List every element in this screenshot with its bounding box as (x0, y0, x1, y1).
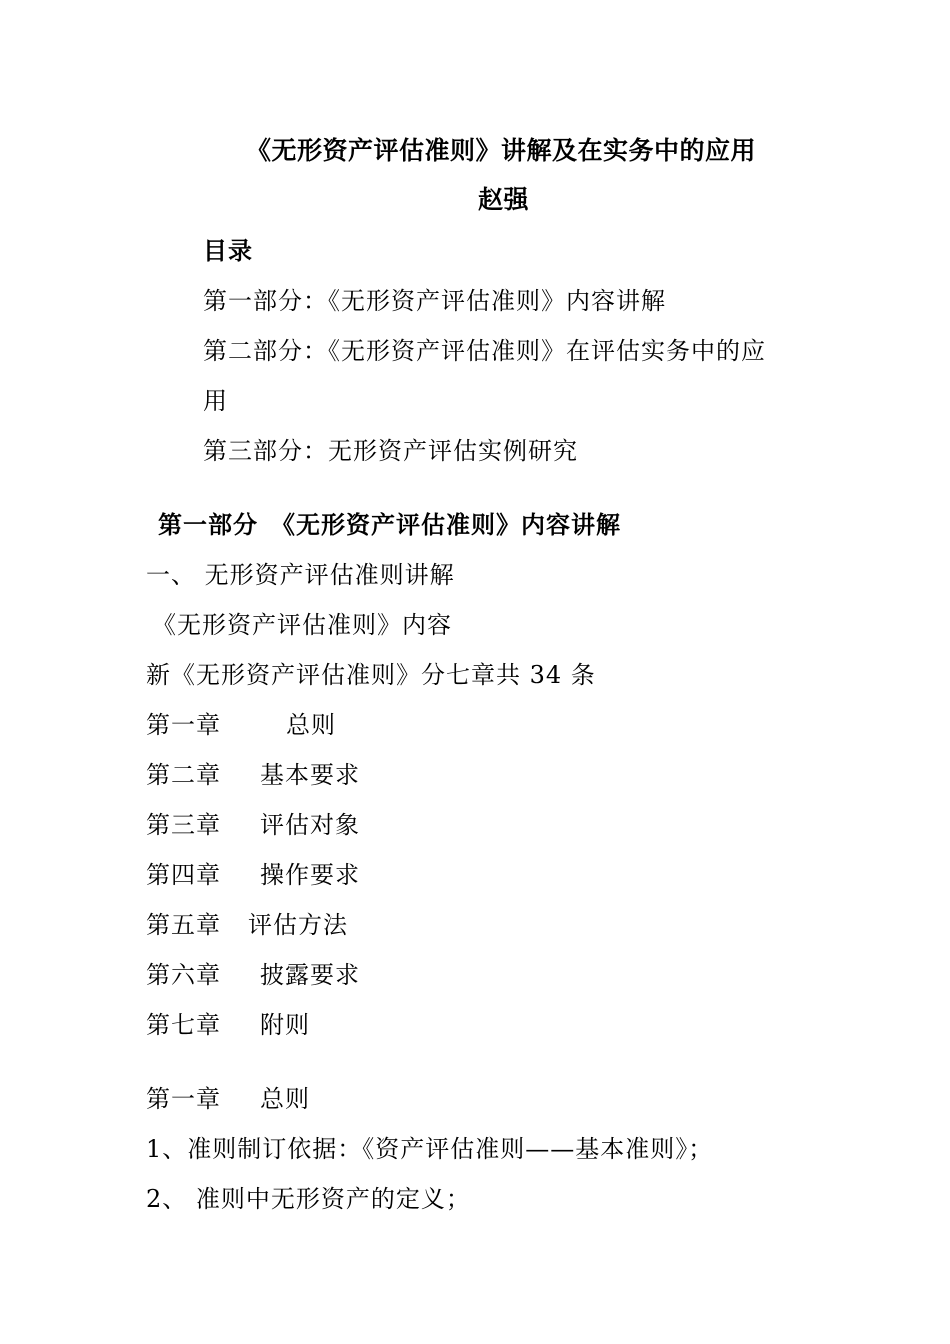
chapter-name: 披露要求 (260, 961, 360, 989)
chapter-number: 第七章 (146, 1011, 221, 1039)
document-title: 《无形资产评估准则》讲解及在实务中的应用 (246, 136, 757, 165)
chapter-number: 第一章 (146, 1085, 221, 1113)
chapter-list-item (146, 960, 360, 990)
chapter-name: 附则 (260, 1011, 310, 1039)
chapter-name: 操作要求 (260, 861, 360, 889)
chapter-number: 第三章 (146, 811, 221, 839)
section-1-heading: 一、 无形资产评估准则讲解 (146, 561, 455, 589)
chapter-list-item (146, 1010, 310, 1040)
chapter-name: 总则 (260, 1085, 310, 1113)
toc-item-2-continued: 用 (203, 387, 228, 415)
chapter-1-heading (146, 1084, 310, 1114)
subsection-heading: 《无形资产评估准则》内容 (152, 611, 452, 639)
chapter-name: 基本要求 (260, 761, 360, 789)
chapter-list-item (146, 810, 360, 840)
chapter-number: 第四章 (146, 861, 221, 889)
chapter-number: 第五章 (146, 911, 221, 939)
chapter-number: 第六章 (146, 961, 221, 989)
chapter-number: 第一章 (146, 711, 221, 739)
chapter-1-item-1: 1、准则制订依据：《资产评估准则——基本准则》； (146, 1135, 714, 1163)
chapter-list-item (146, 910, 348, 940)
toc-heading: 目录 (203, 237, 253, 265)
chapter-list-item (146, 860, 360, 890)
toc-item-2: 第二部分：《无形资产评估准则》在评估实务中的应 (203, 337, 766, 365)
document-author: 赵强 (478, 185, 530, 214)
chapter-name: 总则 (286, 711, 336, 739)
chapters-summary: 新《无形资产评估准则》分七章共 34 条 (146, 661, 596, 689)
chapter-list-item (146, 760, 360, 790)
part1-heading: 第一部分 《无形资产评估准则》内容讲解 (158, 511, 621, 539)
toc-item-1: 第一部分：《无形资产评估准则》内容讲解 (203, 287, 666, 315)
chapter-name: 评估方法 (248, 911, 348, 939)
chapter-name: 评估对象 (260, 811, 360, 839)
toc-item-3: 第三部分：无形资产评估实例研究 (203, 437, 578, 465)
chapter-1-item-2: 2、 准则中无形资产的定义； (146, 1185, 471, 1213)
chapter-number: 第二章 (146, 761, 221, 789)
chapter-list-item (146, 710, 336, 740)
